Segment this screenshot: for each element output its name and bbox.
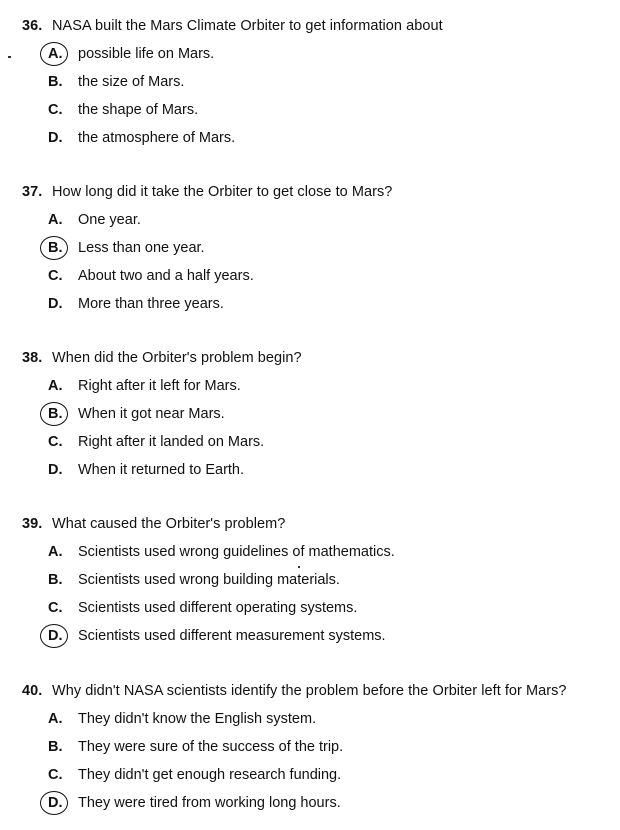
answer-option-a[interactable] xyxy=(48,212,141,232)
option-text: Scientists used wrong guidelines of mathematics. xyxy=(78,544,395,560)
option-letter: B. xyxy=(48,74,63,90)
option-letter: C. xyxy=(48,767,63,783)
option-letter: D. xyxy=(48,795,78,811)
question-stem xyxy=(22,516,285,532)
question-number: 40. xyxy=(22,683,43,699)
stray-mark xyxy=(8,56,11,58)
option-letter: D. xyxy=(48,296,63,312)
option-text: They didn't get enough research funding. xyxy=(78,767,342,783)
question-number: 36. xyxy=(22,18,43,34)
answer-option-c[interactable] xyxy=(48,600,357,620)
answer-option-a[interactable] xyxy=(48,544,395,564)
option-text: Scientists used wrong building materials. xyxy=(78,572,340,588)
answer-option-c[interactable] xyxy=(48,767,341,787)
option-text: the atmosphere of Mars. xyxy=(78,130,236,146)
option-text: One year. xyxy=(78,212,141,228)
question-number: 37. xyxy=(22,184,43,200)
option-letter: B. xyxy=(48,739,63,755)
option-letter: C. xyxy=(48,268,63,284)
answer-option-b[interactable] xyxy=(48,572,340,592)
answer-option-a[interactable] xyxy=(48,378,241,398)
option-letter: B. xyxy=(48,406,78,422)
question-text: Why didn't NASA scientists identify the problem before the Orbiter left for Mars? xyxy=(52,683,567,699)
option-text: They were sure of the success of the trip. xyxy=(78,739,344,755)
option-letter: B. xyxy=(48,572,63,588)
option-letter: D. xyxy=(48,462,63,478)
question-text: When did the Orbiter's problem begin? xyxy=(52,350,302,366)
option-text: Less than one year. xyxy=(78,240,205,256)
answer-circle-mark xyxy=(40,42,68,66)
answer-option-c[interactable] xyxy=(48,434,264,454)
answer-circle-mark xyxy=(40,791,68,815)
option-text: When it returned to Earth. xyxy=(78,462,245,478)
option-text: the size of Mars. xyxy=(78,74,185,90)
option-letter: D. xyxy=(48,130,63,146)
answer-circle-mark xyxy=(40,402,68,426)
option-letter: C. xyxy=(48,434,63,450)
option-text: Right after it landed on Mars. xyxy=(78,434,265,450)
question-stem xyxy=(22,18,443,34)
answer-circle-mark xyxy=(40,624,68,648)
option-letter: A. xyxy=(48,212,63,228)
question-stem xyxy=(22,350,302,366)
option-text: Scientists used different operating systems. xyxy=(78,600,358,616)
answer-option-d[interactable] xyxy=(48,628,386,648)
answer-option-d[interactable] xyxy=(48,296,224,316)
option-text: Right after it left for Mars. xyxy=(78,378,241,394)
option-text: Scientists used different measurement systems. xyxy=(78,628,386,644)
answer-option-b[interactable] xyxy=(48,74,184,94)
option-letter: C. xyxy=(48,102,63,118)
stray-mark xyxy=(298,566,300,568)
option-letter: B. xyxy=(48,240,78,256)
option-text: About two and a half years. xyxy=(78,268,254,284)
answer-option-b[interactable] xyxy=(48,739,343,759)
option-letter: C. xyxy=(48,600,63,616)
option-letter: D. xyxy=(48,628,78,644)
option-letter: A. xyxy=(48,711,63,727)
question-number: 38. xyxy=(22,350,43,366)
question-number: 39. xyxy=(22,516,43,532)
question-stem xyxy=(22,184,392,200)
answer-option-b[interactable] xyxy=(48,240,205,260)
question-text: What caused the Orbiter's problem? xyxy=(52,516,286,532)
option-text: When it got near Mars. xyxy=(78,406,225,422)
option-letter: A. xyxy=(48,46,78,62)
question-text: How long did it take the Orbiter to get close to Mars? xyxy=(52,184,393,200)
option-text: They didn't know the English system. xyxy=(78,711,317,727)
answer-option-b[interactable] xyxy=(48,406,225,426)
answer-circle-mark xyxy=(40,236,68,260)
question-text: NASA built the Mars Climate Orbiter to get information about xyxy=(52,18,443,34)
answer-option-a[interactable] xyxy=(48,46,214,66)
option-letter: A. xyxy=(48,378,63,394)
answer-option-c[interactable] xyxy=(48,268,254,288)
option-text: the shape of Mars. xyxy=(78,102,199,118)
option-text: possible life on Mars. xyxy=(78,46,215,62)
answer-option-a[interactable] xyxy=(48,711,316,731)
answer-option-d[interactable] xyxy=(48,795,341,815)
answer-option-d[interactable] xyxy=(48,462,244,482)
answer-option-d[interactable] xyxy=(48,130,235,150)
question-stem xyxy=(22,683,567,699)
answer-option-c[interactable] xyxy=(48,102,198,122)
option-text: More than three years. xyxy=(78,296,224,312)
option-text: They were tired from working long hours. xyxy=(78,795,341,811)
option-letter: A. xyxy=(48,544,63,560)
